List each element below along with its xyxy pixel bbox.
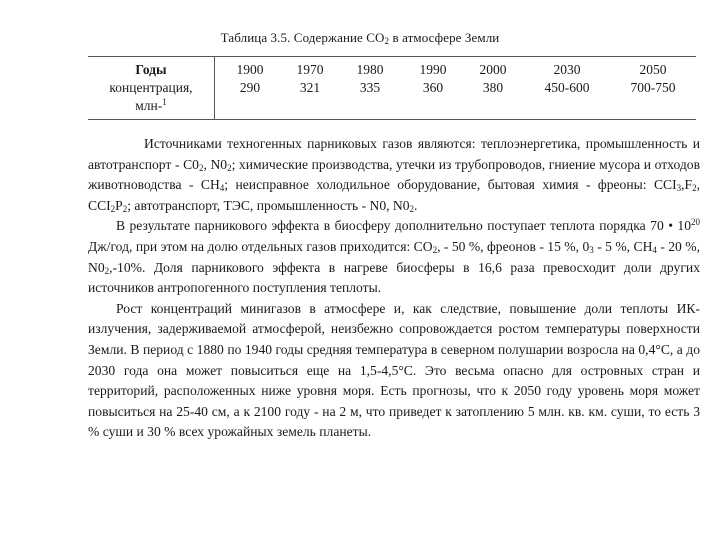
text-run: Источниками техногенных парниковых газов являются: теплоэнергетика, промышленность и автотранспорт - С0 <box>88 136 700 172</box>
value-cell: 360 <box>422 80 444 95</box>
year-cell: 1990 <box>419 62 447 77</box>
subscript: 3 <box>589 244 594 255</box>
value-cell: 700-750 <box>630 80 676 95</box>
year-cell: 1970 <box>296 62 324 77</box>
subscript: 2 <box>104 265 110 276</box>
subscript: 2 <box>692 183 697 194</box>
text-run: ,F <box>681 177 693 193</box>
text-run: В результате парникового эффекта в биосферу дополнительно поступает теплота порядка 70 • 10 <box>116 218 691 234</box>
subscript: 2 <box>227 162 232 173</box>
text-run: , CCI <box>88 177 700 213</box>
unit-superscript: 1 <box>162 97 167 107</box>
year-cell: 2050 <box>639 62 667 77</box>
subscript: 2 <box>110 203 116 214</box>
text-run: - 5 %, CH <box>593 238 653 254</box>
table-row-label-line1: концентрация, <box>109 80 193 95</box>
unit-text: млн- <box>135 98 163 113</box>
subscript: 2 <box>122 203 128 214</box>
text-run: P <box>115 197 123 213</box>
text-run: - 20 %, N0 <box>88 238 701 275</box>
superscript: 20 <box>691 217 700 228</box>
subscript: 2 <box>198 162 204 173</box>
year-cell: 2030 <box>553 62 581 77</box>
table-caption <box>0 30 720 46</box>
subscript: 2 <box>432 244 438 255</box>
table-divider <box>214 57 215 119</box>
text-run: Дж/год, при этом на долю отдельных газов приходится: СО <box>88 238 433 254</box>
paragraph-sources <box>88 134 700 216</box>
value-cell: 290 <box>239 80 261 95</box>
text-run: ,-10%. Доля парникового эффекта в нагреве биосферы в 16,6 раза превосходит доли других источников антропогенного поступления теплоты. <box>88 259 700 296</box>
value-cell: 380 <box>482 80 504 95</box>
table-header-label: Годы <box>135 62 167 77</box>
year-cell: 1900 <box>236 62 264 77</box>
year-cell: 1980 <box>356 62 384 77</box>
subscript: 2 <box>409 203 415 214</box>
table-row-label-line2 <box>88 97 214 114</box>
body-text <box>88 134 700 443</box>
caption-prefix: Таблица 3.5. Содержание СО <box>220 30 385 45</box>
caption-subscript: 2 <box>384 36 390 46</box>
text-run: , N0 <box>203 156 228 172</box>
subscript: 3 <box>676 183 682 194</box>
subscript: 4 <box>652 244 657 255</box>
value-cell: 450-600 <box>544 80 590 95</box>
caption-suffix: в атмосфере Земли <box>389 30 500 45</box>
year-cell: 2000 <box>479 62 507 77</box>
text-run: ; автотранспорт, ТЭС, промышленность - N0, N0 <box>127 197 410 213</box>
text-run: Рост концентраций минигазов в атмосфере и, как следствие, повышение доли теплоты ИК-излучения, задерживаемой атмосферой, неизбежно сопровождается ростом температуры поверхности Земли. В период с 1880 по 1940 годы средняя температура в северном полушарии возросла на 0,4°С, а до 2030 года она может повыситься еще на 1,5-4,5°С. Это весьма опасно для островных стран и территорий, расположенных ниже уровня моря. Есть прогнозы, что к 2050 году уровень моря может повыситься на 25-40 см, а к 2100 году - на 2 м, что приведет к затоплению 5 млн. кв. км. суши, то есть 3 % суши и 30 % всех урожайных земель планеты. <box>88 300 700 440</box>
value-cell: 321 <box>299 80 321 95</box>
value-cell: 335 <box>359 80 381 95</box>
text-run: ; неисправное холодильное оборудование, бытовая химия - фреоны: ССI <box>224 177 677 193</box>
co2-table <box>88 56 696 120</box>
subscript: 4 <box>219 183 225 194</box>
paragraph-greenhouse-effect <box>88 216 700 298</box>
paragraph-temperature-rise <box>88 299 700 443</box>
text-run: , - 50 %, фреонов - 15 %, 0 <box>437 238 590 254</box>
text-run: . <box>414 197 418 213</box>
text-run: ; химические производства, утечки из трубопроводов, гниение мусора и отходов животноводства - СН <box>88 156 700 193</box>
